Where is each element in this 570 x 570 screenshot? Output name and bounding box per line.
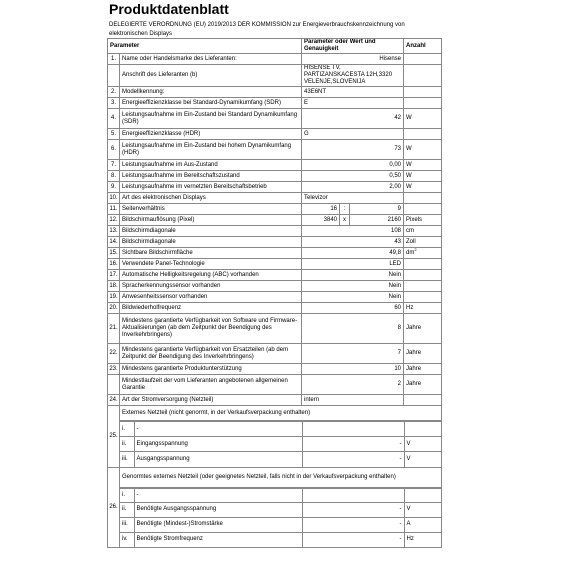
unit-superscript: 2 <box>414 247 417 252</box>
table-row <box>108 281 442 292</box>
row-value: 49,8 <box>302 248 404 259</box>
sub-row-label: Benötigte Ausgangsspannung <box>134 502 302 517</box>
row-label: Bildschirmdiagonale <box>120 237 302 248</box>
row-unit: Jahre <box>404 364 442 375</box>
row-number: 1. <box>108 54 120 65</box>
row-label: Externes Netzteil (nicht genormt, in der Verkaufsverpackung enthalten) <box>120 406 442 421</box>
row-value: G <box>302 129 404 140</box>
sub-row-unit: V <box>404 502 441 517</box>
row-label: Bildschirmauflösung (Pixel) <box>120 215 302 226</box>
row-label: Automatische Helligkeitsregelung (ABC) vorhanden <box>120 270 302 281</box>
sub-row <box>120 502 442 517</box>
row-value-first: 16 <box>302 204 340 215</box>
header-value: Parameter oder Wert und Genauigkeit <box>302 39 404 54</box>
sub-row-roman: iii. <box>120 517 134 532</box>
table-row <box>108 182 442 193</box>
row-number: 3. <box>108 98 120 109</box>
sub-row-roman: ii. <box>120 502 134 517</box>
table-row <box>108 109 442 129</box>
sub-row-unit: Hz <box>404 532 441 547</box>
row-unit <box>404 54 442 65</box>
row-value: 0,50 <box>302 171 404 182</box>
table-row <box>108 129 442 140</box>
sub-table-row <box>108 421 442 468</box>
row-unit: W <box>404 160 442 171</box>
row-number: 7. <box>108 160 120 171</box>
row-number: 22. <box>108 344 120 364</box>
row-value-second: 9 <box>350 204 404 215</box>
table-row <box>108 204 442 215</box>
table-row <box>108 270 442 281</box>
row-number: 8. <box>108 171 120 182</box>
row-label: Anschrift des Lieferanten (b) <box>120 65 302 87</box>
table-row <box>108 237 442 248</box>
sub-row-label: Benötigte Stromfrequenz <box>134 532 302 547</box>
sub-row-label: Eingangsspannung <box>134 437 302 452</box>
sub-row-roman: ii. <box>120 437 134 452</box>
row-unit: Hz <box>404 303 442 314</box>
row-number: 19. <box>108 292 120 303</box>
row-label: Name oder Handelsmarke des Lieferanten: <box>120 54 302 65</box>
row-label: Bildwiederholfrequenz <box>120 303 302 314</box>
row-unit: W <box>404 109 442 129</box>
sub-row-unit <box>404 488 441 502</box>
sub-row <box>120 532 442 547</box>
row-number: 18. <box>108 281 120 292</box>
row-number: 16. <box>108 259 120 270</box>
sub-row <box>120 437 442 452</box>
row-number: 17. <box>108 270 120 281</box>
row-unit: W <box>404 182 442 193</box>
sub-row-roman: i. <box>120 422 134 437</box>
sub-row-label: Benötigte (Mindest-)Stromstärke <box>134 517 302 532</box>
row-number: 2. <box>108 87 120 98</box>
sub-row-unit: V <box>404 437 441 452</box>
row-label: Spracherkennungssensor vorhanden <box>120 281 302 292</box>
row-number: 21. <box>108 314 120 344</box>
row-value-separator: x <box>340 215 350 226</box>
row-value: 2,00 <box>302 182 404 193</box>
sub-row <box>120 517 442 532</box>
row-unit <box>404 292 442 303</box>
row-label: Leistungsaufnahme im Bereitschaftszustand <box>120 171 302 182</box>
row-unit <box>404 204 442 215</box>
table-row <box>108 54 442 65</box>
sub-row-value <box>302 488 404 502</box>
row-unit: cm <box>404 226 442 237</box>
table-row <box>108 140 442 160</box>
row-value: 2 <box>302 375 404 395</box>
table-row <box>108 87 442 98</box>
row-unit <box>404 65 442 87</box>
table-row <box>108 98 442 109</box>
row-unit: Pixels <box>404 215 442 226</box>
regulation-subtitle: DELEGIERTE VERORDNUNG (EU) 2019/2013 DER KOMMISSION zur Energieverbrauchskennzeichnung von elektronischen Displays <box>109 22 405 37</box>
sub-table-cell <box>120 421 442 468</box>
row-unit: Zoll <box>404 237 442 248</box>
sub-row-unit: V <box>404 452 441 467</box>
table-row <box>108 344 442 364</box>
row-value: 43E6NT <box>302 87 404 98</box>
table-row <box>108 395 442 406</box>
row-value: 108 <box>302 226 404 237</box>
row-number: 14. <box>108 237 120 248</box>
row-label: Leistungsaufnahme im Ein-Zustand bei Standard Dynamikumfang (SDR) <box>120 109 302 129</box>
row-label: Energieeffizienzklasse bei Standard-Dynamikumfang (SDR) <box>120 98 302 109</box>
row-value: 73 <box>302 140 404 160</box>
sub-table-row <box>108 487 442 548</box>
product-data-sheet <box>107 0 441 570</box>
sub-table <box>120 421 442 467</box>
row-unit <box>404 259 442 270</box>
row-unit: Jahre <box>404 314 442 344</box>
sub-row-value: - <box>302 517 404 532</box>
row-unit: Jahre <box>404 344 442 364</box>
row-number: 4. <box>108 109 120 129</box>
table-row <box>108 314 442 344</box>
table-row <box>108 375 442 395</box>
table-row <box>108 248 442 259</box>
row-number <box>108 375 120 395</box>
row-label: Energieeffizienzklasse (HDR) <box>120 129 302 140</box>
sub-row-value: - <box>302 437 404 452</box>
row-unit: W <box>404 140 442 160</box>
row-value: 8 <box>302 314 404 344</box>
table-row <box>108 303 442 314</box>
row-value: 7 <box>302 344 404 364</box>
row-label: Genormtes externes Netzteil (oder geeignetes Netzteil, falls nicht in der Verkaufsverpackung enthalten) <box>120 467 442 487</box>
row-label: Art des elektronischen Displays <box>120 193 302 204</box>
row-value: 42 <box>302 109 404 129</box>
sub-row-roman: iii. <box>120 452 134 467</box>
sub-row-roman: i. <box>120 488 134 502</box>
table-row <box>108 171 442 182</box>
row-label: Leistungsaufnahme im Aus-Zustand <box>120 160 302 171</box>
row-value: 60 <box>302 303 404 314</box>
row-unit: Jahre <box>404 375 442 395</box>
table-row <box>108 215 442 226</box>
row-unit <box>404 281 442 292</box>
row-label: Mindestens garantierte Produktunterstützung <box>120 364 302 375</box>
row-value: 10 <box>302 364 404 375</box>
row-unit <box>404 270 442 281</box>
table-header-row <box>108 39 442 54</box>
table-row <box>108 160 442 171</box>
row-unit: W <box>404 171 442 182</box>
row-label: Mindestens garantierte Verfügbarkeit von Software und Firmware-Aktualisierungen (ab dem Zeitpunkt der Beendigung des Inverkehrbringens) <box>120 314 302 344</box>
row-value: 43 <box>302 237 404 248</box>
table-row <box>108 364 442 375</box>
table-row <box>108 193 442 204</box>
sub-row-value: - <box>302 532 404 547</box>
table-row <box>108 65 442 87</box>
sub-row-unit: A <box>404 517 441 532</box>
row-number: 12. <box>108 215 120 226</box>
sub-row <box>120 452 442 467</box>
sub-row-label: - <box>134 488 302 502</box>
row-number: 24. <box>108 395 120 406</box>
row-label: Art der Stromversorgung (Netzteil) <box>120 395 302 406</box>
sub-row-unit <box>404 422 441 437</box>
row-value-separator: : <box>340 204 350 215</box>
row-value: HISENSE TV, PARTIZANSKACESTA 12H,3320 VELENJE,SLOVENIJA <box>302 65 404 87</box>
row-label: Seitenverhältnis <box>120 204 302 215</box>
sub-row-label: Ausgangsspannung <box>134 452 302 467</box>
row-number <box>108 65 120 87</box>
row-value: Nein <box>302 281 404 292</box>
sub-row-value: - <box>302 452 404 467</box>
table-row <box>108 292 442 303</box>
row-label: Modellkennung: <box>120 87 302 98</box>
sub-row-label: - <box>134 422 302 437</box>
sub-row-value: - <box>302 502 404 517</box>
row-label: Anwesenheitssensor vorhanden <box>120 292 302 303</box>
header-parameter: Parameter <box>108 39 302 54</box>
row-number: 20. <box>108 303 120 314</box>
row-value: 0,00 <box>302 160 404 171</box>
sub-row <box>120 422 442 437</box>
row-value: LED <box>302 259 404 270</box>
row-value-second: 2160 <box>350 215 404 226</box>
row-number: 15. <box>108 248 120 259</box>
row-label: Bildschirmdiagonale <box>120 226 302 237</box>
row-unit <box>404 87 442 98</box>
row-number: 9. <box>108 182 120 193</box>
row-value: Nein <box>302 292 404 303</box>
header-unit: Anzahl <box>404 39 442 54</box>
row-label: Mindestens garantierte Verfügbarkeit von Ersatzteilen (ab dem Zeitpunkt der Beendigung des Inverkehrbringens) <box>120 344 302 364</box>
table-row <box>108 467 442 487</box>
row-unit <box>404 193 442 204</box>
table-row <box>108 259 442 270</box>
row-label: Mindestlaufzeit der vom Lieferanten angebotenen allgemeinen Garantie <box>120 375 302 395</box>
row-unit <box>404 98 442 109</box>
row-label: Leistungsaufnahme im Ein-Zustand bei hohem Dynamikumfang (HDR) <box>120 140 302 160</box>
row-value-first: 3840 <box>302 215 340 226</box>
row-number: 13. <box>108 226 120 237</box>
row-number: 5. <box>108 129 120 140</box>
page-title: Produktdatenblatt <box>109 1 229 17</box>
sub-row <box>120 488 442 502</box>
row-number: 11. <box>108 204 120 215</box>
sub-row-value <box>302 422 404 437</box>
row-number: 10. <box>108 193 120 204</box>
row-number: 23. <box>108 364 120 375</box>
row-label: Leistungsaufnahme im vernetzten Bereitschaftsbetrieb <box>120 182 302 193</box>
table-row <box>108 226 442 237</box>
row-number: 25. <box>108 406 120 468</box>
data-table <box>107 38 442 548</box>
sub-table <box>120 488 442 548</box>
row-label: Verwendete Panel-Technologie <box>120 259 302 270</box>
row-label: Sichtbare Bildschirmfläche <box>120 248 302 259</box>
row-unit <box>404 129 442 140</box>
row-unit <box>404 395 442 406</box>
row-number: 26. <box>108 467 120 548</box>
sub-table-cell <box>120 487 442 548</box>
row-value: Nein <box>302 270 404 281</box>
row-value: Hisense <box>302 54 404 65</box>
sub-row-roman: iv. <box>120 532 134 547</box>
row-number: 6. <box>108 140 120 160</box>
row-value: E <box>302 98 404 109</box>
table-row <box>108 406 442 421</box>
row-unit: $dm^2$ <box>404 248 442 259</box>
row-value: Televizor <box>302 193 404 204</box>
row-value: intern <box>302 395 404 406</box>
